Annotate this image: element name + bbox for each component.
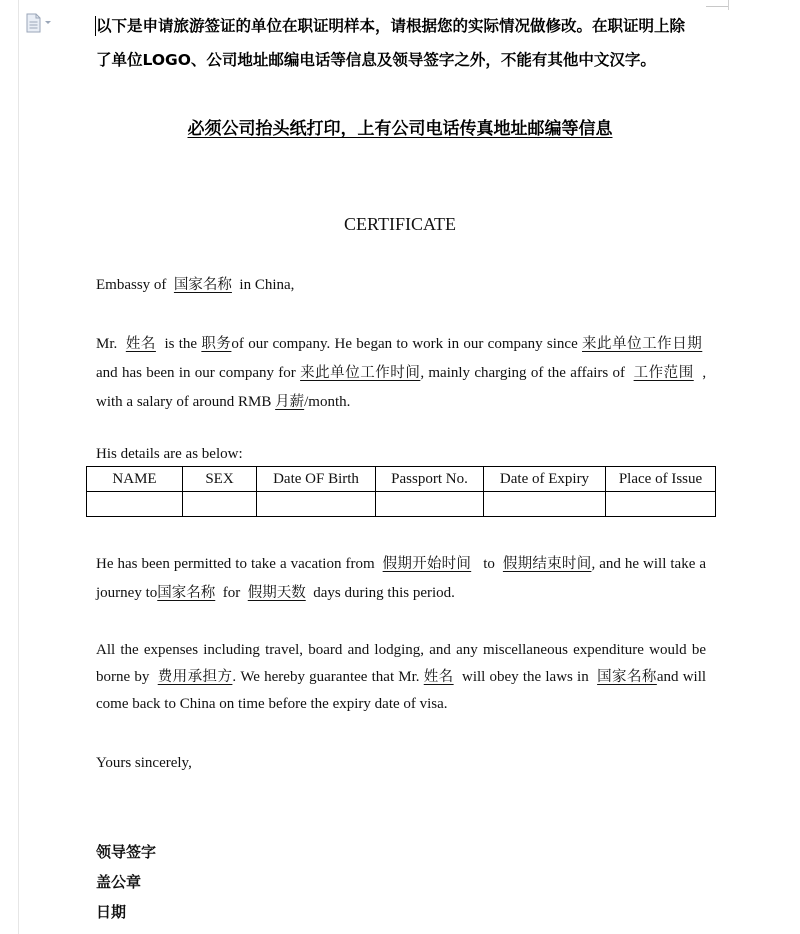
chevron-down-icon [45,21,51,24]
text-affairs-of: , mainly charging of the affairs of [420,365,626,381]
certificate-title[interactable]: CERTIFICATE [344,214,456,234]
page-corner-guide [728,0,729,10]
page-margin-guide [18,0,19,934]
table-cell-sex[interactable] [183,492,257,517]
column-header-sex[interactable]: SEX [183,467,257,492]
laws-country-placeholder: 国家名称 [597,669,657,685]
expenses-paragraph[interactable] [96,637,706,718]
salutation[interactable] [96,271,706,300]
text-per-month: /month. [304,394,351,410]
text-journey-to: , and he will take a journey to [96,556,707,601]
start-date-placeholder: 来此单位工作日期 [582,336,703,352]
text-to: to [483,556,495,572]
leader-signature-label[interactable]: 领导签字 [96,843,157,861]
text-mr: Mr. [96,336,118,352]
table-row [87,492,716,517]
vacation-paragraph[interactable] [96,550,706,608]
text-salary: , with a salary of around RMB [96,365,707,410]
name-placeholder: 姓名 [125,336,156,352]
text-days-period: days during this period. [313,585,455,601]
text-guarantee: . We hereby guarantee that Mr. [232,669,420,685]
text-been-in-company: and has been in our company for [96,365,296,381]
salutation-suffix: in China, [239,277,295,293]
document-icon [24,13,54,33]
work-scope-placeholder: 工作范围 [633,365,694,381]
text-come-back: and will come back to China on time before the expiry date of visa. [96,669,707,712]
position-placeholder: 职务 [201,336,232,352]
text-permitted: He has been permitted to take a vacation from [96,556,375,572]
details-table [86,466,716,517]
text-obey-laws: will obey the laws in [462,669,589,685]
column-header-place-of-issue[interactable]: Place of Issue [606,467,716,492]
letterhead-notice[interactable] [0,114,800,139]
duration-placeholder: 来此单位工作时间 [300,365,421,381]
employment-paragraph[interactable] [96,330,706,417]
column-header-dob[interactable]: Date OF Birth [257,467,376,492]
table-cell-place-of-issue[interactable] [606,492,716,517]
guarantee-name-placeholder: 姓名 [423,669,454,685]
date-label[interactable]: 日期 [96,903,127,921]
expense-payer-placeholder: 费用承担方 [157,669,233,685]
column-header-name[interactable]: NAME [87,467,183,492]
table-header-row [87,467,716,492]
table-cell-name[interactable] [87,492,183,517]
text-for: for [222,585,241,601]
destination-placeholder: 国家名称 [157,585,216,601]
vacation-start-placeholder: 假期开始时间 [382,556,472,572]
days-placeholder: 假期天数 [247,585,306,601]
text-began-work: of our company. He began to work in our company since [231,336,578,352]
column-header-passport[interactable]: Passport No. [376,467,484,492]
vacation-end-placeholder: 假期结束时间 [502,556,592,572]
salary-placeholder: 月薪 [275,394,305,410]
details-intro[interactable]: His details are as below: [96,446,243,462]
header-note-line-1[interactable]: 以下是申请旅游签证的单位在职证明样本，请根据您的实际情况做修改。在职证明上除 [96,17,686,35]
crop-mark [706,6,728,7]
country-placeholder: 国家名称 [173,277,232,293]
salutation-prefix: Embassy of [96,277,167,293]
document-options-button[interactable] [24,12,54,34]
column-header-expiry[interactable]: Date of Expiry [484,467,606,492]
closing[interactable]: Yours sincerely, [96,755,192,771]
text-is-the: is the [164,336,198,352]
company-seal-label[interactable]: 盖公章 [96,873,142,891]
text-expenses: All the expenses including travel, board and lodging, and any miscellaneous expenditure would be borne by [96,642,706,685]
table-cell-passport[interactable] [376,492,484,517]
header-note-line-2[interactable]: 了单位LOGO、公司地址邮编电话等信息及领导签字之外，不能有其他中文汉字。 [96,51,656,69]
table-cell-expiry[interactable] [484,492,606,517]
table-cell-dob[interactable] [257,492,376,517]
letterhead-notice-text: 必须公司抬头纸打印，上有公司电话传真地址邮编等信息 [187,119,613,139]
